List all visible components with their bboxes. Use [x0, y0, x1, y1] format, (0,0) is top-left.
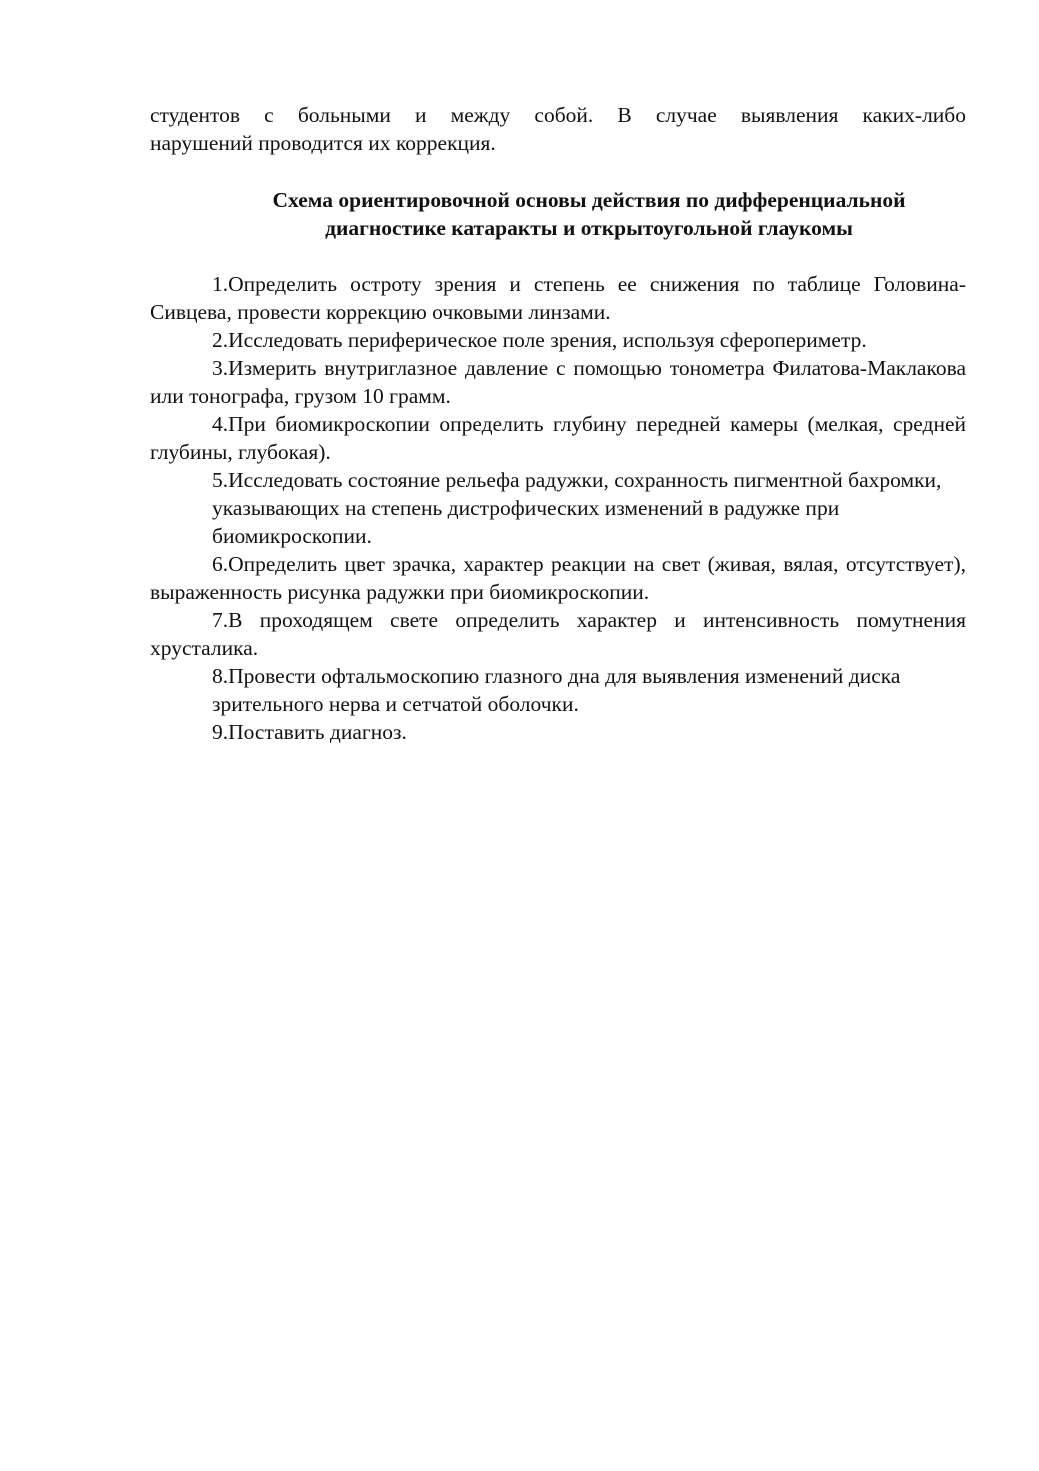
intro-paragraph	[150, 101, 966, 157]
intro-line-1: студентов с больными и между собой. В случае выявления каких-либо	[150, 103, 966, 127]
step-item-6: 6.Определить цвет зрачка, характер реакции на свет (живая, вялая, отсутствует), выраженность рисунка радужки при биомикроскопии.	[150, 552, 966, 604]
step-item-5: 5.Исследовать состояние рельефа радужки, сохранность пигментной бахромки, указывающих на степень дистрофических изменений в радужке при биомикроскопии.	[212, 468, 942, 548]
heading-line-1: Схема ориентировочной основы действия по дифференциальной	[272, 188, 906, 212]
step-item-2: 2.Исследовать периферическое поле зрения, используя сфероперимeтр.	[212, 328, 867, 352]
section-heading	[150, 186, 1028, 242]
step-item-7: 7.В проходящем свете определить характер и интенсивность помутнения хрусталика.	[150, 608, 966, 660]
step-item-8: 8.Провести офтальмоскопию глазного дна для выявления изменений диска зрительного нерва и сетчатой оболочки.	[212, 664, 901, 716]
step-item-4: 4.При биомикроскопии определить глубину передней камеры (мелкая, средней глубины, глубокая).	[150, 412, 966, 464]
steps-list	[150, 270, 966, 746]
step-item-9: 9.Поставить диагноз.	[212, 720, 407, 744]
heading-line-2: диагностике катаракты и открытоугольной глаукомы	[325, 216, 853, 240]
step-item-1: 1.Определить остроту зрения и степень ее снижения по таблице Головина-Сивцева, провести коррекцию очковыми линзами.	[150, 272, 966, 324]
step-item-3: 3.Измерить внутриглазное давление с помощью тонометра Филатова-Маклакова или тонографа, грузом 10 грамм.	[150, 356, 966, 408]
intro-line-2: нарушений проводится их коррекция.	[150, 131, 496, 155]
